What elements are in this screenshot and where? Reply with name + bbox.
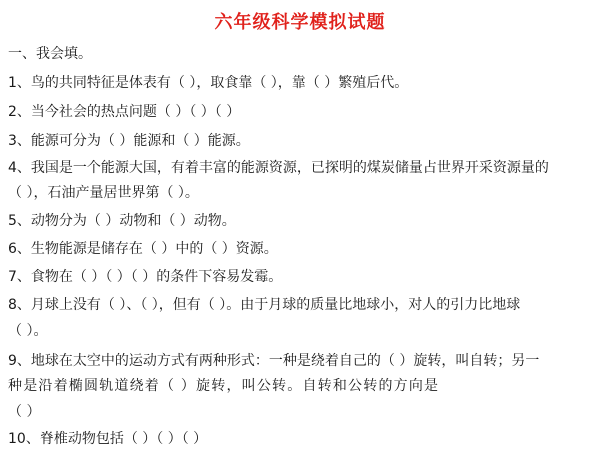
question-line-8: 8、月球上没有（ ）、（ ），但有（ ）。由于月球的质量比地球小，对人的引力比地球 xyxy=(8,297,521,313)
question-line-7: 7、食物在（ ）（ ）（ ）的条件下容易发霉。 xyxy=(8,269,283,285)
question-line-4-continued: （ ），石油产量居世界第（ ）。 xyxy=(8,185,199,201)
question-line-9-answer: （ ） xyxy=(8,404,41,420)
question-line-1: 1、鸟的共同特征是体表有（ ），取食靠（ ），靠（ ）繁殖后代。 xyxy=(8,75,409,91)
question-line-3: 3、能源可分为（ ）能源和（ ）能源。 xyxy=(8,133,250,149)
question-line-9-continued: 种是沿着椭圆轨道绕着（ ）旋转，叫公转。自转和公转的方向是 xyxy=(8,378,440,394)
question-line-9: 9、地球在太空中的运动方式有两种形式：一种是绕着自己的（ ）旋转，叫自转；另一 xyxy=(8,353,540,369)
page-title: 六年级科学模拟试题 xyxy=(214,12,386,33)
question-line-6: 6、生物能源是储存在（ ）中的（ ）资源。 xyxy=(8,241,278,257)
question-line-4: 4、我国是一个能源大国，有着丰富的能源资源，已探明的煤炭储量占世界开采资源量的 xyxy=(8,160,549,176)
question-line-10: 10、脊椎动物包括（ ）（ ）（ ） xyxy=(8,431,208,447)
question-line-5: 5、动物分为（ ）动物和（ ）动物。 xyxy=(8,213,236,229)
question-line-8-continued: （ ）。 xyxy=(8,323,48,339)
question-line-2: 2、当今社会的热点问题（ ）（ ）（ ） xyxy=(8,104,241,120)
section-heading: 一、我会填。 xyxy=(8,46,92,62)
